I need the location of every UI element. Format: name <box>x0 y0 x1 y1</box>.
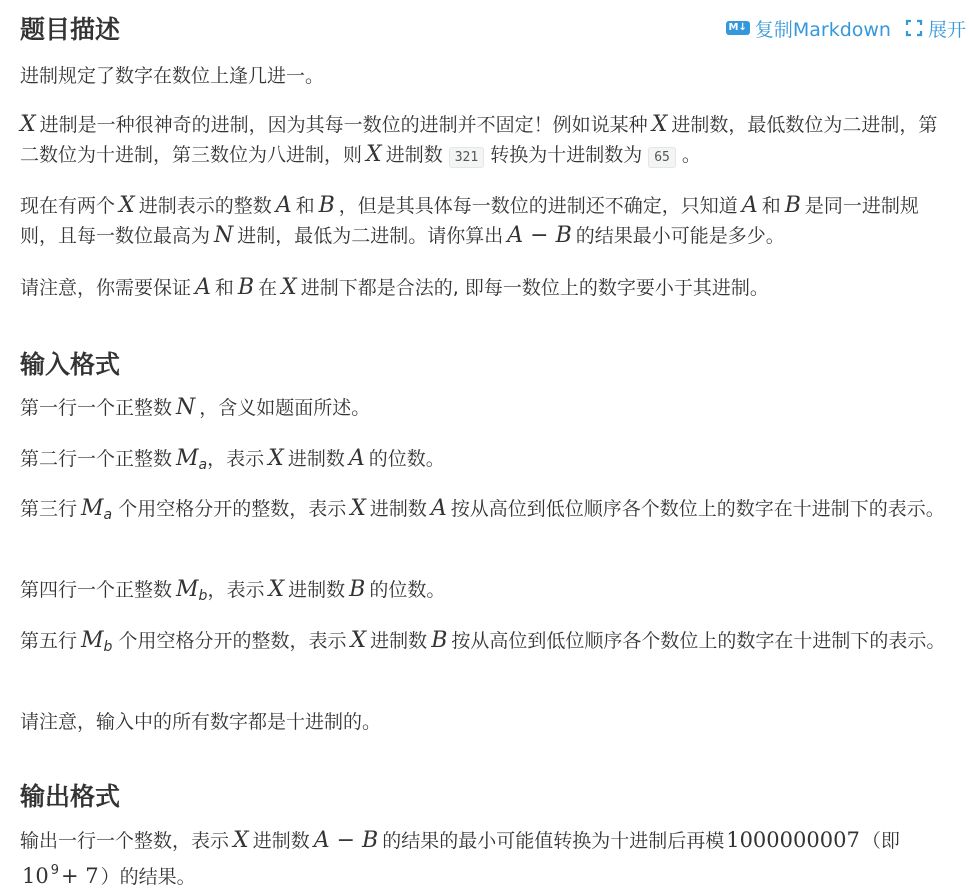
copy-markdown-button[interactable] <box>726 15 891 42</box>
input-line-3: 第三行 $M_a$ 个用空格分开的整数，表示 X 进制数 A 按从高位到低位顺序各个数位上的数字在十进制下的表示。 <box>20 496 945 523</box>
description-header <box>20 10 966 46</box>
desc-paragraph-3: 现在有两个 X 进制表示的整数 A 和 B ，但是其具体每一数位的进制还不确定，只知道 A 和 B 是同一进制规则，且每一数位最高为 N 进制，最低为二进制。请你算出 A − B 的结果最小可能是多少。 <box>20 193 919 248</box>
expand-label: 展开 <box>927 18 966 41</box>
toolbar <box>726 15 966 42</box>
output-title: 输出格式 <box>20 782 121 811</box>
code-65: 65 <box>648 147 676 168</box>
input-line-5: 第五行 $M_b$ 个用空格分开的整数，表示 X 进制数 B 按从高位到低位顺序各个数位上的数字在十进制下的表示。 <box>20 628 946 655</box>
copy-markdown-label: 复制Markdown <box>754 18 891 41</box>
markdown-icon: M↓ <box>726 21 750 35</box>
input-line-2: 第二行一个正整数 $M_a$，表示 X 进制数 A 的位数。 <box>20 446 445 473</box>
expand-button[interactable] <box>905 15 966 42</box>
desc-paragraph-4: 请注意，你需要保证 A 和 B 在 X 进制下都是合法的, 即每一数位上的数字要小于其进制。 <box>20 275 769 300</box>
input-line-4: 第四行一个正整数 $M_b$，表示 X 进制数 B 的位数。 <box>20 577 446 604</box>
input-title: 输入格式 <box>20 350 121 379</box>
desc-paragraph-1: 进制规定了数字在数位上逢几进一。 <box>20 65 325 87</box>
output-line-1: 输出一行一个整数，表示 X 进制数 A − B 的结果的最小可能值转换为十进制后再模1000000007 （即10 $^9$+ 7 ）的结果。 <box>20 828 900 888</box>
description-title: 题目描述 <box>20 15 121 44</box>
input-line-6: 请注意，输入中的所有数字都是十进制的。 <box>20 711 382 733</box>
desc-paragraph-2: X 进制是一种很神奇的进制，因为其每一数位的进制并不固定！例如说某种 X 进制数，最低数位为二进制，第二数位为十进制，第三数位为八进制，则 X 进制数 321 转换为十进制数为 65 。 <box>20 112 938 167</box>
code-321: 321 <box>449 147 484 168</box>
expand-icon <box>905 19 923 37</box>
input-line-1: 第一行一个正整数 N ，含义如题面所述。 <box>20 395 371 420</box>
